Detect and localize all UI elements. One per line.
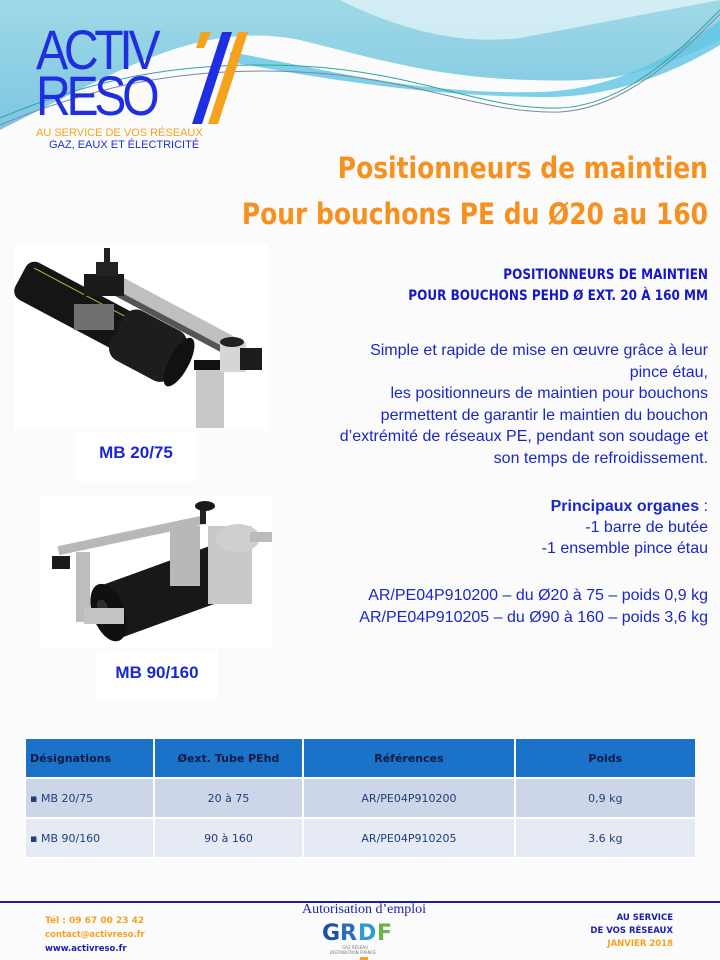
logo-word-reso: RESO (36, 64, 156, 127)
clamp-device-icon (40, 496, 272, 648)
page-title-line-2: Pour bouchons PE du Ø20 au 160 (241, 197, 708, 231)
cell-tube-diameter: 90 à 160 (154, 818, 303, 858)
positioner-mb-90-160-photo (40, 496, 272, 648)
product-caption-mb-90-160: MB 90/160 (96, 650, 218, 700)
section-subheading (278, 265, 708, 307)
logo-word-activ: ACTIV (36, 18, 157, 81)
table-header-row (25, 738, 696, 778)
description-line: pince étau, (629, 363, 708, 381)
svg-text:DISTRIBUTION FRANCE: DISTRIBUTION FRANCE (330, 950, 376, 955)
product-caption-mb-20-75: MB 20/75 (76, 432, 196, 482)
page-title (242, 145, 708, 237)
component-item: -1 barre de butée (585, 519, 708, 536)
svg-text:G: G (322, 921, 340, 946)
cell-reference: AR/PE04P910200 (303, 778, 514, 818)
reference-line: AR/PE04P910205 – du Ø90 à 160 – poids 3,6 kg (359, 608, 708, 626)
svg-text:GAZ RÉSEAU: GAZ RÉSEAU (342, 945, 368, 950)
specification-table (24, 737, 697, 859)
column-header-tube-diameter: Øext. Tube PEhd (154, 738, 303, 778)
logo-slashes-icon (166, 26, 256, 126)
product-description (268, 340, 708, 469)
description-line: d’extrémité de réseaux PE, pendant son soudage et (339, 428, 708, 445)
grdf-logo (318, 918, 428, 960)
column-header-designations: Désignations (25, 738, 154, 778)
svg-text:F: F (377, 921, 392, 946)
footer-slogan-line-1: AU SERVICE (616, 913, 673, 923)
description-line: permettent de garantir le maintien du bouchon (380, 406, 708, 424)
logo-tagline-2: GAZ, EAUX ET ÉLECTRICITÉ (49, 139, 200, 151)
website-link[interactable]: www.activreso.fr (45, 944, 127, 954)
svg-text:D: D (358, 921, 376, 946)
main-components-label: Principaux organes (550, 498, 700, 515)
table-row (25, 818, 696, 858)
reference-list (268, 585, 708, 628)
page-title-line-1: Positionneurs de maintien (337, 151, 708, 185)
cell-weight: 3.6 kg (515, 818, 696, 858)
main-components (268, 496, 708, 559)
authorization-label: Autorisation d’emploi (302, 902, 427, 917)
email-link[interactable]: contact@activreso.fr (45, 930, 145, 940)
component-item: -1 ensemble pince étau (541, 540, 708, 557)
contact-info (45, 914, 145, 956)
reference-line: AR/PE04P910200 – du Ø20 à 75 – poids 0,9 kg (368, 587, 708, 604)
description-line: Simple et rapide de mise en œuvre grâce à leur (370, 342, 708, 359)
table-row (25, 778, 696, 818)
description-line: les positionneurs de maintien pour bouchons (390, 385, 708, 402)
column-header-references: Références (303, 738, 514, 778)
cell-reference: AR/PE04P910205 (303, 818, 514, 858)
cell-tube-diameter: 20 à 75 (154, 778, 303, 818)
phone-number: Tél : 09 67 00 23 42 (45, 916, 145, 926)
subheading-line-2: POUR BOUCHONS PEHD Ø EXT. 20 À 160 MM (408, 288, 708, 304)
positioner-mb-20-75-photo (14, 244, 268, 430)
logo-tagline-1: AU SERVICE DE VOS RÉSEAUX (36, 127, 203, 139)
description-line: son temps de refroidissement. (493, 449, 708, 467)
footer-slogan (590, 912, 673, 951)
main-components-colon: : (699, 498, 708, 515)
column-header-weight: Poids (515, 738, 696, 778)
activreso-logo (36, 18, 226, 152)
clamp-device-icon (14, 244, 268, 430)
svg-text:R: R (340, 921, 356, 946)
cell-designation: ▪ MB 20/75 (25, 778, 154, 818)
subheading-line-1: POSITIONNEURS DE MAINTIEN (503, 267, 708, 283)
footer-date: JANVIER 2018 (607, 939, 673, 949)
main-components-heading (268, 496, 708, 517)
cell-designation: ▪ MB 90/160 (25, 818, 154, 858)
cell-weight: 0,9 kg (515, 778, 696, 818)
footer-slogan-line-2: DE VOS RÉSEAUX (590, 926, 673, 936)
